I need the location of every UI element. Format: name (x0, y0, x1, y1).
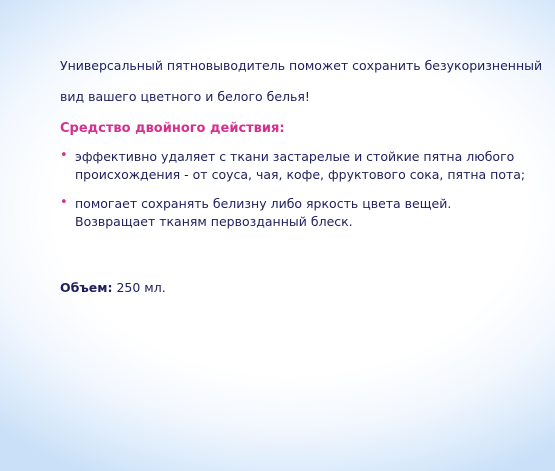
bullet-icon: • (60, 148, 68, 163)
volume-value: 250 мл. (116, 280, 166, 295)
list-item (60, 148, 530, 184)
volume-label: Объем: (60, 280, 113, 295)
product-description (60, 57, 543, 297)
description-line-2: вид вашего цветного и белого белья! (60, 89, 310, 104)
list-item (60, 195, 530, 231)
features-heading: Средство двойного действия: (60, 121, 285, 136)
list-item-text: эффективно удаляет с ткани застарелые и стойкие пятна любого происхождения - от соуса, чая, кофе, фруктового сока, пятна пота; (75, 149, 526, 182)
list-item-text: помогает сохранять белизну либо яркость цвета вещей. Возвращает тканям первозданный блеск. (75, 196, 452, 229)
features-list (60, 148, 530, 231)
description-line-1: Универсальный пятновыводитель поможет сохранить безукоризненный (60, 58, 543, 73)
volume-info (60, 279, 530, 297)
bullet-icon: • (60, 195, 68, 210)
